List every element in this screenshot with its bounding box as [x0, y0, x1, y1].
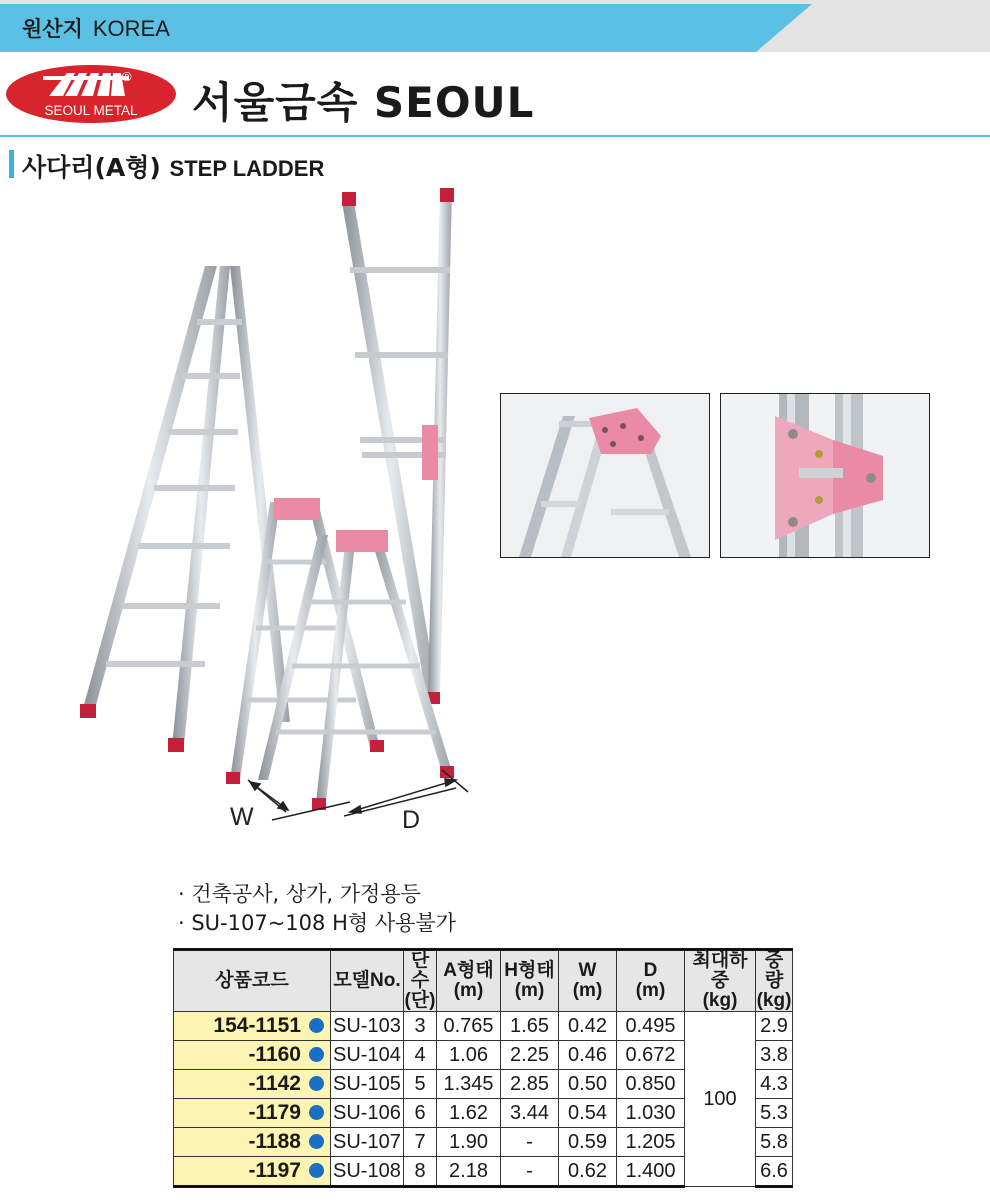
table-row: [174, 1012, 793, 1041]
d-cell: 1.400: [617, 1157, 685, 1187]
h-form-cell: 2.85: [501, 1070, 559, 1099]
a-form-cell: 1.62: [437, 1099, 501, 1128]
logo-registered-mark: ®: [122, 69, 132, 84]
a-form-cell: 1.06: [437, 1041, 501, 1070]
w-cell: 0.50: [559, 1070, 617, 1099]
bullet-dot-icon: [309, 1076, 324, 1091]
header-code: 상품코드: [174, 950, 331, 1012]
a-form-cell: 2.18: [437, 1157, 501, 1187]
ladder-product-image: [60, 180, 500, 840]
hinge-detail-photo-2: [720, 393, 930, 558]
h-form-cell: 2.25: [501, 1041, 559, 1070]
table-header-row: [174, 950, 793, 1012]
large-a-ladder: [80, 266, 290, 752]
header-h-form: H형태 (m): [501, 950, 559, 1012]
section-title: [22, 148, 324, 184]
weight-cell: 6.6: [756, 1157, 793, 1187]
product-code-cell: -1179: [174, 1099, 331, 1128]
seoul-metal-logo: [5, 64, 177, 124]
d-cell: 1.205: [617, 1128, 685, 1157]
logo-text: SEOUL METAL: [44, 103, 138, 118]
weight-cell: 5.3: [756, 1099, 793, 1128]
header-d: D (m): [617, 950, 685, 1012]
h-form-cell: -: [501, 1157, 559, 1187]
hinge-detail-photo-1: [500, 393, 710, 558]
steps-cell: 6: [404, 1099, 437, 1128]
header-a-form: A형태 (m): [437, 950, 501, 1012]
w-cell: 0.54: [559, 1099, 617, 1128]
d-dimension-label: D: [402, 806, 421, 834]
origin-bar: [0, 0, 990, 52]
steps-cell: 3: [404, 1012, 437, 1041]
d-cell: 0.850: [617, 1070, 685, 1099]
bullet-dot-icon: [309, 1134, 324, 1149]
section-title-ko: 사다리(A형): [22, 153, 161, 182]
usage-notes: [178, 880, 456, 938]
section-marker: [9, 150, 14, 178]
header-model: 모델No.: [331, 950, 404, 1012]
weight-cell: 5.8: [756, 1128, 793, 1157]
d-cell: 0.672: [617, 1041, 685, 1070]
section-title-en: STEP LADDER: [169, 156, 325, 181]
dimension-arrows: [248, 770, 468, 820]
product-code-cell: -1197: [174, 1157, 331, 1187]
product-code-cell: -1142: [174, 1070, 331, 1099]
a-form-cell: 1.345: [437, 1070, 501, 1099]
w-cell: 0.62: [559, 1157, 617, 1187]
steps-cell: 4: [404, 1041, 437, 1070]
model-cell: SU-107: [331, 1128, 404, 1157]
model-cell: SU-106: [331, 1099, 404, 1128]
brand-title: 서울금속 SEOUL: [192, 78, 535, 127]
h-form-cell: 1.65: [501, 1012, 559, 1041]
header-steps: 단수 (단): [404, 950, 436, 1011]
header-weight: 중량 (kg): [756, 950, 792, 1011]
d-cell: 1.030: [617, 1099, 685, 1128]
origin-country: KOREA: [92, 16, 170, 41]
bullet-dot-icon: [309, 1105, 324, 1120]
a-form-cell: 1.90: [437, 1128, 501, 1157]
model-cell: SU-104: [331, 1041, 404, 1070]
header-w: W (m): [559, 950, 617, 1012]
steps-cell: 7: [404, 1128, 437, 1157]
steps-cell: 8: [404, 1157, 437, 1187]
steps-cell: 5: [404, 1070, 437, 1099]
bullet-dot-icon: [309, 1018, 324, 1033]
a-form-cell: 0.765: [437, 1012, 501, 1041]
brand-divider: [0, 135, 990, 137]
weight-cell: 4.3: [756, 1070, 793, 1099]
usage-note: · 건축공사, 상가, 가정용등: [178, 882, 421, 906]
d-cell: 0.495: [617, 1012, 685, 1041]
header-max-load: 최대하중 (kg): [685, 950, 756, 1012]
usage-note: · SU-107~108 H형 사용불가: [178, 911, 456, 935]
max-load-cell: 100: [685, 1012, 756, 1187]
h-form-cell: 3.44: [501, 1099, 559, 1128]
model-cell: SU-103: [331, 1012, 404, 1041]
w-cell: 0.59: [559, 1128, 617, 1157]
product-code-cell: 154-1151: [174, 1012, 331, 1041]
product-code-cell: -1188: [174, 1128, 331, 1157]
h-form-cell: -: [501, 1128, 559, 1157]
origin-label: [22, 13, 170, 43]
spec-table: [173, 948, 793, 1188]
w-dimension-label: W: [230, 803, 254, 831]
weight-cell: 2.9: [756, 1012, 793, 1041]
bullet-dot-icon: [309, 1047, 324, 1062]
model-cell: SU-105: [331, 1070, 404, 1099]
weight-cell: 3.8: [756, 1041, 793, 1070]
bullet-dot-icon: [309, 1163, 324, 1178]
w-cell: 0.42: [559, 1012, 617, 1041]
model-cell: SU-108: [331, 1157, 404, 1187]
origin-label-ko: 원산지: [22, 17, 83, 41]
w-cell: 0.46: [559, 1041, 617, 1070]
product-code-cell: -1160: [174, 1041, 331, 1070]
